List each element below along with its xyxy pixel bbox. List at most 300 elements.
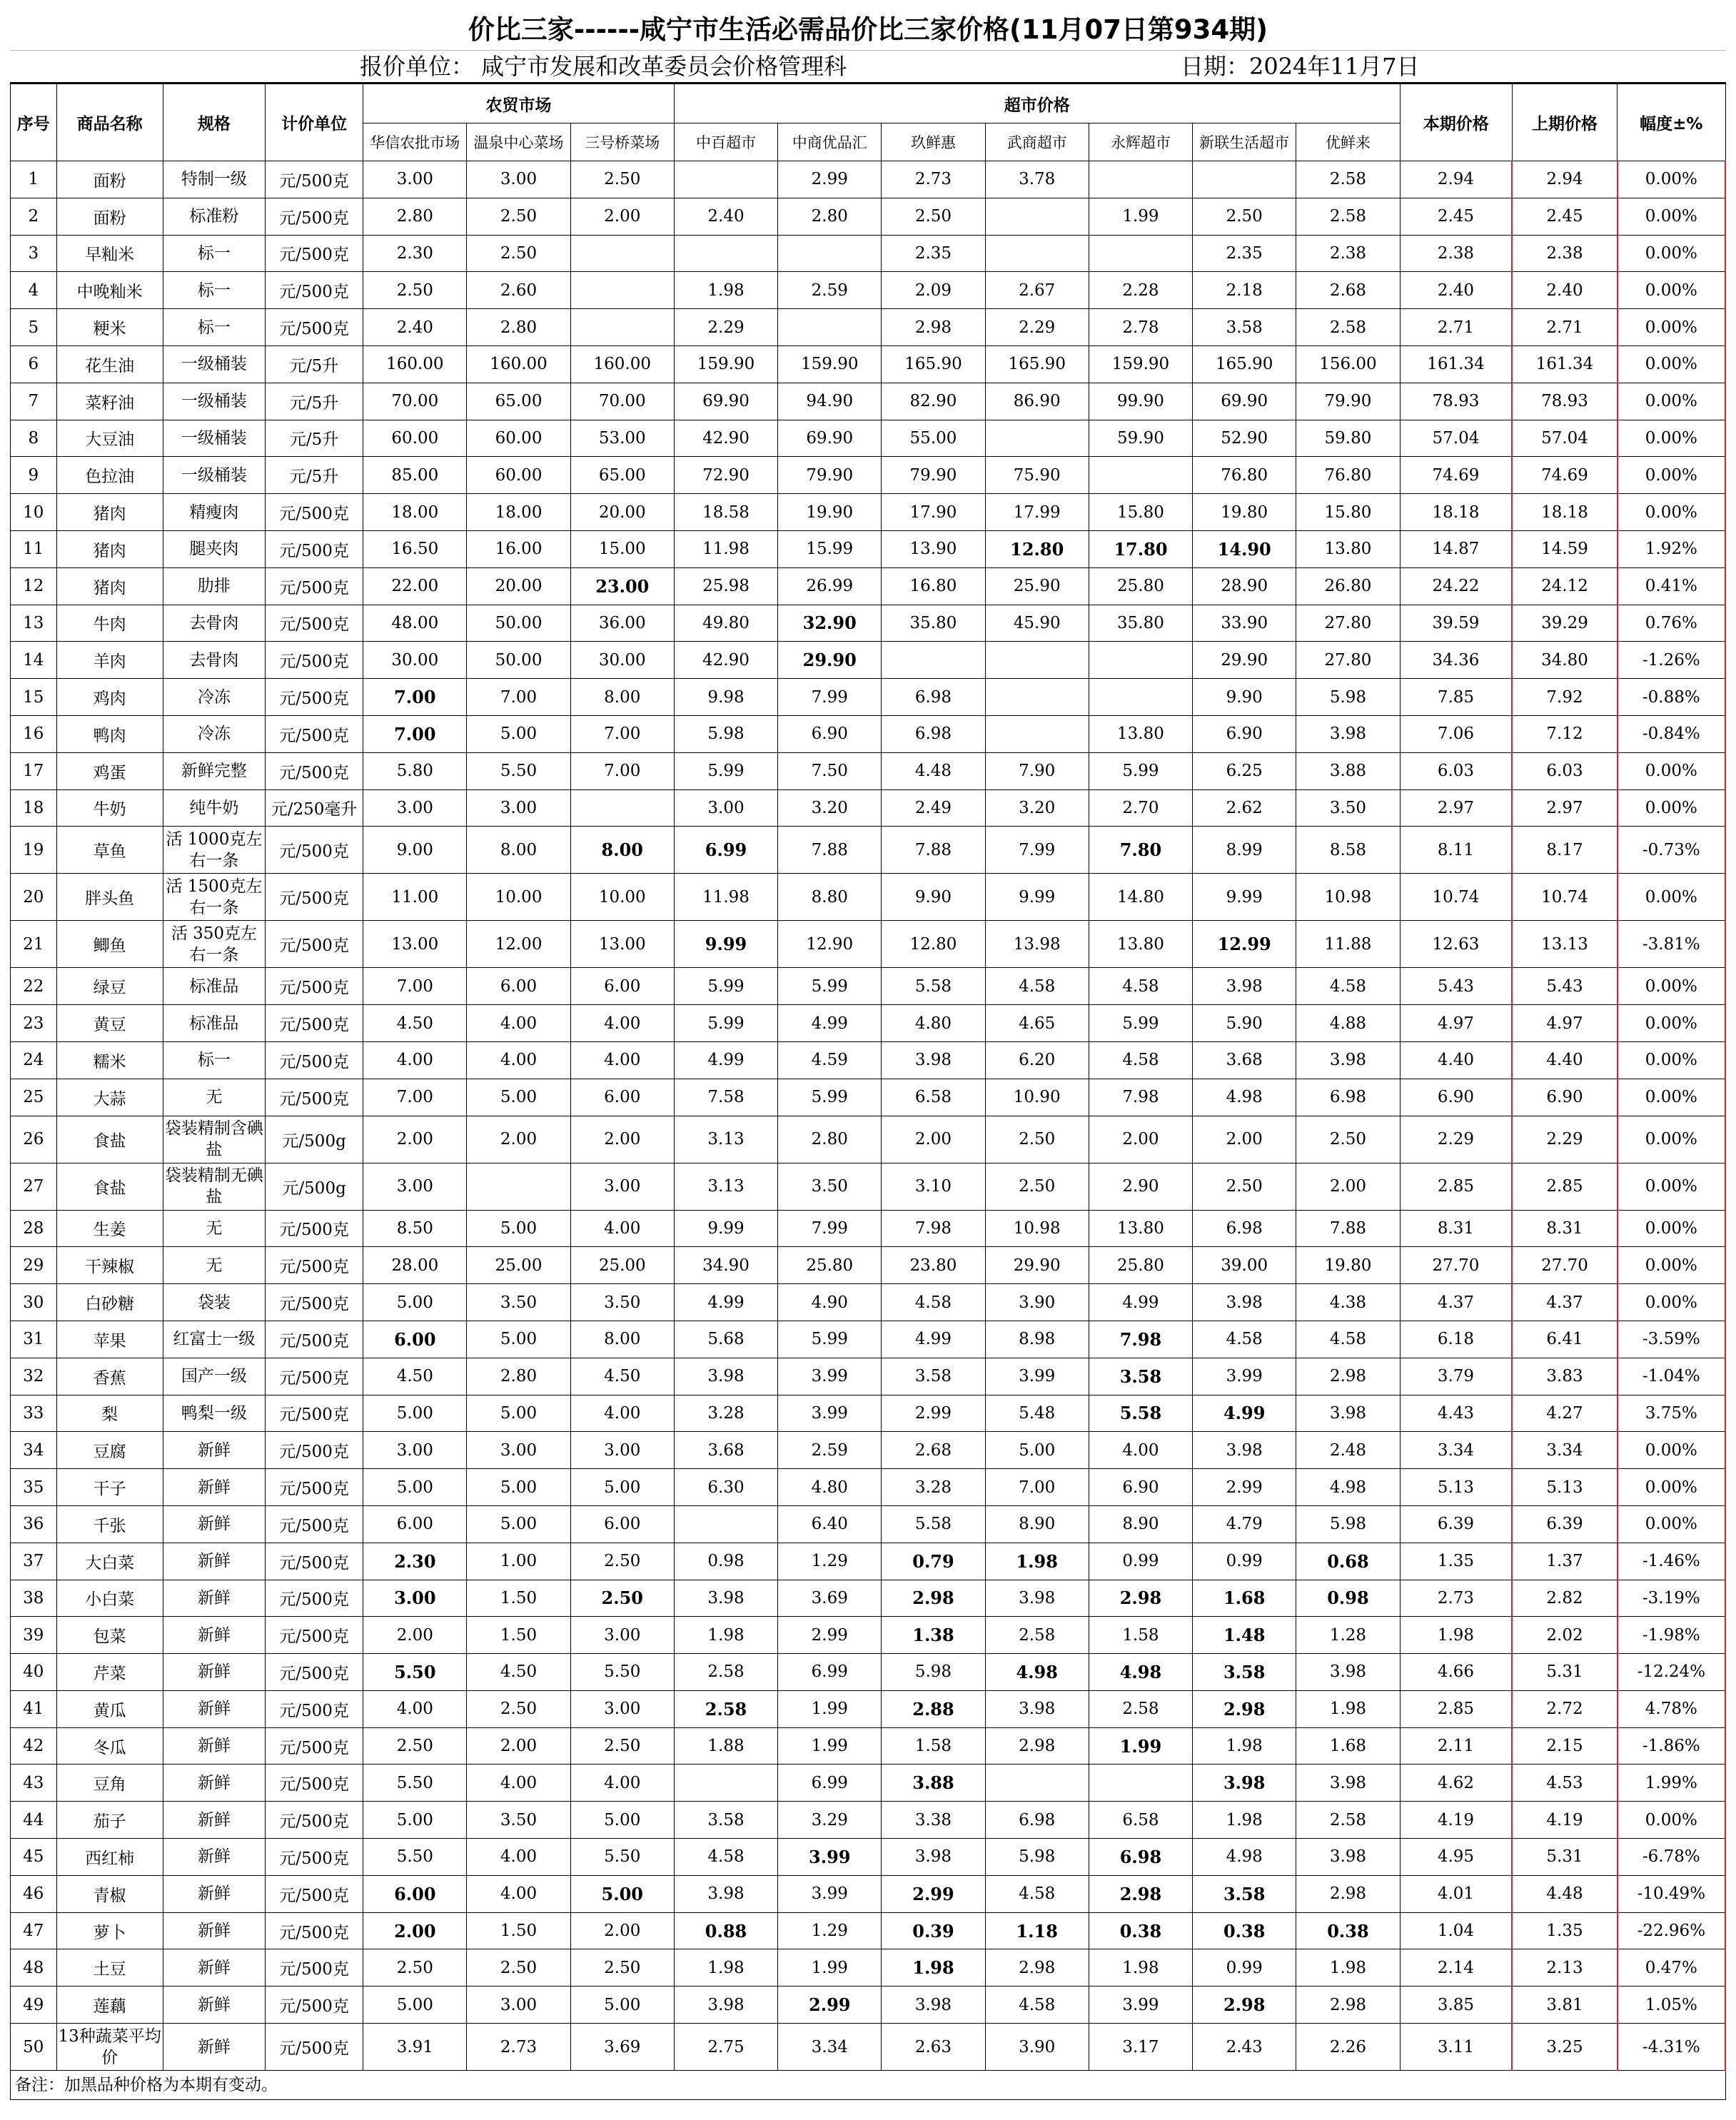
cell-price: 1.18: [985, 1912, 1089, 1949]
cell-price: 13.80: [1089, 715, 1192, 752]
cell-price: 3.68: [674, 1432, 777, 1469]
cell-price: 2.50: [363, 272, 467, 309]
cell-price: 3.00: [467, 789, 570, 827]
cell-previous: 2.72: [1512, 1690, 1617, 1727]
cell-change: 0.41%: [1618, 567, 1725, 605]
cell-change: 1.99%: [1618, 1765, 1725, 1802]
cell-price: 1.38: [882, 1617, 985, 1654]
cell-change: 0.00%: [1618, 1505, 1725, 1543]
cell-price: 1.58: [882, 1727, 985, 1765]
col-super: 玖鲜惠: [882, 123, 985, 161]
cell-price: 17.90: [882, 494, 985, 531]
cell-price: 2.38: [1296, 235, 1400, 272]
cell-price: 6.98: [1089, 1839, 1192, 1876]
cell-price: 4.58: [1193, 1321, 1296, 1358]
cell-name: 大豆油: [56, 420, 163, 457]
cell-price: 10.90: [985, 1079, 1089, 1116]
cell-price: 3.50: [778, 1163, 882, 1210]
cell-price: 36.00: [570, 605, 674, 642]
cell-seq: 48: [11, 1949, 57, 1987]
cell-current: 6.90: [1400, 1079, 1512, 1116]
cell-current: 4.01: [1400, 1875, 1512, 1912]
cell-price: 2.58: [1296, 198, 1400, 235]
cell-previous: 10.74: [1512, 874, 1617, 921]
cell-previous: 4.97: [1512, 1005, 1617, 1042]
cell-price: 2.73: [467, 2024, 570, 2071]
cell-price: [882, 642, 985, 679]
table-row: [11, 827, 1726, 874]
cell-price: 29.90: [985, 1247, 1089, 1284]
cell-price: 2.50: [570, 1727, 674, 1765]
table-row: [11, 1875, 1726, 1912]
cell-previous: 5.43: [1512, 968, 1617, 1005]
cell-price: 1.50: [467, 1580, 570, 1617]
cell-price: 4.98: [1193, 1079, 1296, 1116]
cell-price: 5.48: [985, 1395, 1089, 1432]
cell-price: 7.99: [778, 1210, 882, 1247]
cell-price: 4.59: [778, 1041, 882, 1079]
cell-price: 2.98: [1296, 1358, 1400, 1395]
cell-price: 0.38: [1193, 1912, 1296, 1949]
cell-spec: 冷冻: [163, 679, 265, 716]
cell-spec: 活 350克左右一条: [163, 921, 265, 968]
cell-spec: 袋装精制含碘盐: [163, 1116, 265, 1163]
cell-unit: 元/500克: [266, 827, 363, 874]
cell-previous: 39.29: [1512, 605, 1617, 642]
cell-current: 1.98: [1400, 1617, 1512, 1654]
cell-price: 5.58: [882, 1505, 985, 1543]
cell-spec: 新鲜: [163, 1505, 265, 1543]
cell-price: 2.98: [1193, 1690, 1296, 1727]
cell-price: 3.50: [570, 1284, 674, 1321]
footnote: 备注：加黑品种价格为本期有变动。: [10, 2071, 1726, 2100]
table-row: [11, 1654, 1726, 1691]
cell-price: 1.98: [1296, 1949, 1400, 1987]
cell-price: 25.00: [467, 1247, 570, 1284]
cell-price: 4.58: [985, 968, 1089, 1005]
table-row: [11, 272, 1726, 309]
cell-spec: 标准品: [163, 968, 265, 1005]
cell-price: [778, 235, 882, 272]
cell-spec: 无: [163, 1079, 265, 1116]
cell-price: 2.50: [1193, 198, 1296, 235]
cell-price: 5.00: [467, 1079, 570, 1116]
table-row: [11, 1395, 1726, 1432]
cell-price: 2.63: [882, 2024, 985, 2071]
cell-unit: 元/500克: [266, 715, 363, 752]
cell-price: 5.00: [570, 1469, 674, 1506]
cell-price: 6.90: [1089, 1469, 1192, 1506]
col-unit: 计价单位: [266, 84, 363, 161]
cell-price: 2.00: [1193, 1116, 1296, 1163]
cell-price: 6.99: [778, 1765, 882, 1802]
cell-price: 1.99: [778, 1727, 882, 1765]
cell-unit: 元/500克: [266, 874, 363, 921]
cell-price: 4.00: [467, 1041, 570, 1079]
cell-price: 7.00: [363, 679, 467, 716]
cell-price: 4.58: [985, 1987, 1089, 2024]
cell-price: 5.99: [778, 968, 882, 1005]
cell-price: 86.90: [985, 383, 1089, 420]
cell-price: 10.00: [570, 874, 674, 921]
cell-current: 7.85: [1400, 679, 1512, 716]
cell-price: 2.00: [570, 1912, 674, 1949]
cell-price: 3.50: [1296, 789, 1400, 827]
cell-price: [1089, 642, 1192, 679]
cell-previous: 2.02: [1512, 1617, 1617, 1654]
cell-price: 69.90: [1193, 383, 1296, 420]
cell-change: 0.00%: [1618, 789, 1725, 827]
cell-price: 20.00: [467, 567, 570, 605]
cell-price: 13.80: [1296, 530, 1400, 567]
table-row: [11, 1543, 1726, 1580]
cell-price: 14.80: [1089, 874, 1192, 921]
cell-price: 3.90: [985, 2024, 1089, 2071]
cell-spec: 新鲜: [163, 2024, 265, 2071]
cell-price: 6.90: [1193, 715, 1296, 752]
cell-price: [570, 272, 674, 309]
cell-price: 2.73: [882, 161, 985, 198]
cell-price: 11.88: [1296, 921, 1400, 968]
col-market-group: 农贸市场: [363, 84, 675, 123]
cell-price: 25.80: [778, 1247, 882, 1284]
col-seq: 序号: [11, 84, 57, 161]
cell-spec: 一级桶装: [163, 345, 265, 383]
cell-price: 8.99: [1193, 827, 1296, 874]
cell-price: 16.80: [882, 567, 985, 605]
cell-spec: 精瘦肉: [163, 494, 265, 531]
cell-price: 2.50: [1193, 1163, 1296, 1210]
cell-price: 3.98: [1193, 1432, 1296, 1469]
cell-spec: 一级桶装: [163, 383, 265, 420]
cell-price: 42.90: [674, 642, 777, 679]
cell-price: 4.58: [1296, 968, 1400, 1005]
cell-name: 猪肉: [56, 530, 163, 567]
cell-current: 2.73: [1400, 1580, 1512, 1617]
cell-price: 5.99: [778, 1079, 882, 1116]
cell-price: 3.13: [674, 1116, 777, 1163]
cell-price: 5.58: [1089, 1395, 1192, 1432]
cell-price: [1089, 679, 1192, 716]
cell-price: 2.58: [985, 1617, 1089, 1654]
cell-price: 3.00: [570, 1432, 674, 1469]
cell-price: 17.80: [1089, 530, 1192, 567]
cell-price: 6.98: [1193, 1210, 1296, 1247]
cell-price: 9.99: [674, 1210, 777, 1247]
cell-change: 0.00%: [1618, 420, 1725, 457]
cell-price: 7.99: [985, 827, 1089, 874]
cell-price: 48.00: [363, 605, 467, 642]
cell-unit: 元/500克: [266, 198, 363, 235]
cell-price: 2.48: [1296, 1432, 1400, 1469]
table-row: [11, 235, 1726, 272]
cell-spec: 标一: [163, 235, 265, 272]
cell-price: 0.98: [674, 1543, 777, 1580]
cell-unit: 元/500克: [266, 605, 363, 642]
cell-change: 0.47%: [1618, 1949, 1725, 1987]
cell-price: [1089, 1765, 1192, 1802]
cell-name: 芹菜: [56, 1654, 163, 1691]
cell-spec: 新鲜: [163, 1839, 265, 1876]
table-row: [11, 457, 1726, 494]
cell-price: 25.80: [1089, 567, 1192, 605]
cell-unit: 元/500克: [266, 921, 363, 968]
cell-seq: 17: [11, 752, 57, 789]
cell-spec: 新鲜: [163, 1987, 265, 2024]
cell-price: 3.99: [778, 1395, 882, 1432]
cell-spec: 新鲜: [163, 1875, 265, 1912]
cell-price: 6.99: [674, 827, 777, 874]
cell-seq: 38: [11, 1580, 57, 1617]
cell-unit: 元/500克: [266, 1727, 363, 1765]
cell-price: 45.90: [985, 605, 1089, 642]
cell-price: 5.50: [467, 752, 570, 789]
cell-change: 0.00%: [1618, 1432, 1725, 1469]
cell-current: 74.69: [1400, 457, 1512, 494]
col-market: 三号桥菜场: [570, 123, 674, 161]
cell-price: 3.58: [1193, 1875, 1296, 1912]
cell-seq: 5: [11, 309, 57, 346]
cell-current: 5.13: [1400, 1469, 1512, 1506]
cell-price: 2.00: [467, 1727, 570, 1765]
cell-unit: 元/500克: [266, 1839, 363, 1876]
cell-previous: 8.17: [1512, 827, 1617, 874]
table-row: [11, 1247, 1726, 1284]
cell-price: 5.99: [1089, 752, 1192, 789]
cell-name: 牛肉: [56, 605, 163, 642]
cell-price: 14.90: [1193, 530, 1296, 567]
cell-price: 5.98: [1296, 1505, 1400, 1543]
cell-price: 3.78: [985, 161, 1089, 198]
cell-price: 2.58: [1296, 309, 1400, 346]
cell-price: 69.90: [674, 383, 777, 420]
cell-name: 豆角: [56, 1765, 163, 1802]
cell-price: 4.99: [674, 1284, 777, 1321]
cell-current: 2.38: [1400, 235, 1512, 272]
cell-price: 2.98: [1089, 1875, 1192, 1912]
cell-price: 3.98: [985, 1690, 1089, 1727]
cell-spec: 肋排: [163, 567, 265, 605]
col-super: 中商优品汇: [778, 123, 882, 161]
cell-price: 3.28: [882, 1469, 985, 1506]
cell-previous: 13.13: [1512, 921, 1617, 968]
cell-price: 2.98: [985, 1727, 1089, 1765]
cell-name: 鸡肉: [56, 679, 163, 716]
cell-seq: 47: [11, 1912, 57, 1949]
cell-price: [674, 161, 777, 198]
cell-price: 1.68: [1296, 1727, 1400, 1765]
cell-previous: 3.25: [1512, 2024, 1617, 2071]
report-date: 日期：2024年11月7日: [1181, 53, 1420, 80]
cell-price: 1.58: [1089, 1617, 1192, 1654]
cell-current: 4.97: [1400, 1005, 1512, 1042]
cell-spec: 新鲜: [163, 1802, 265, 1839]
cell-seq: 35: [11, 1469, 57, 1506]
cell-price: 2.98: [1089, 1580, 1192, 1617]
cell-price: 4.00: [570, 1210, 674, 1247]
cell-name: 冬瓜: [56, 1727, 163, 1765]
cell-current: 12.63: [1400, 921, 1512, 968]
cell-change: -1.26%: [1618, 642, 1725, 679]
cell-price: 12.00: [467, 921, 570, 968]
cell-price: 5.00: [985, 1432, 1089, 1469]
cell-price: 70.00: [570, 383, 674, 420]
cell-change: 0.00%: [1618, 272, 1725, 309]
cell-previous: 4.37: [1512, 1284, 1617, 1321]
cell-name: 千张: [56, 1505, 163, 1543]
cell-price: 160.00: [363, 345, 467, 383]
cell-current: 57.04: [1400, 420, 1512, 457]
cell-previous: 18.18: [1512, 494, 1617, 531]
table-row: [11, 789, 1726, 827]
cell-current: 7.06: [1400, 715, 1512, 752]
cell-name: 胖头鱼: [56, 874, 163, 921]
cell-price: 7.99: [778, 679, 882, 716]
cell-price: 3.58: [1193, 309, 1296, 346]
cell-price: 2.68: [1296, 272, 1400, 309]
cell-unit: 元/500克: [266, 1358, 363, 1395]
cell-price: 3.58: [674, 1802, 777, 1839]
cell-price: 2.50: [467, 198, 570, 235]
cell-seq: 42: [11, 1727, 57, 1765]
cell-change: -3.81%: [1618, 921, 1725, 968]
cell-previous: 4.27: [1512, 1395, 1617, 1432]
cell-price: 1.98: [882, 1949, 985, 1987]
cell-spec: 鸭梨一级: [163, 1395, 265, 1432]
cell-price: 1.29: [778, 1912, 882, 1949]
cell-price: 6.25: [1193, 752, 1296, 789]
cell-previous: 3.34: [1512, 1432, 1617, 1469]
table-row: [11, 1949, 1726, 1987]
cell-price: 3.68: [1193, 1041, 1296, 1079]
cell-price: 2.88: [882, 1690, 985, 1727]
cell-price: 10.98: [985, 1210, 1089, 1247]
cell-previous: 74.69: [1512, 457, 1617, 494]
cell-current: 2.97: [1400, 789, 1512, 827]
cell-seq: 41: [11, 1690, 57, 1727]
cell-previous: 7.12: [1512, 715, 1617, 752]
cell-price: 11.00: [363, 874, 467, 921]
cell-price: 1.29: [778, 1543, 882, 1580]
cell-price: 12.80: [882, 921, 985, 968]
cell-price: 7.98: [1089, 1079, 1192, 1116]
cell-current: 6.18: [1400, 1321, 1512, 1358]
col-market: 温泉中心菜场: [467, 123, 570, 161]
cell-name: 青椒: [56, 1875, 163, 1912]
cell-price: 4.58: [1089, 968, 1192, 1005]
cell-spec: 新鲜: [163, 1690, 265, 1727]
cell-previous: 2.71: [1512, 309, 1617, 346]
cell-unit: 元/500克: [266, 1247, 363, 1284]
cell-price: 6.00: [363, 1875, 467, 1912]
cell-price: 2.67: [985, 272, 1089, 309]
cell-price: 3.98: [1296, 1041, 1400, 1079]
cell-price: 2.78: [1089, 309, 1192, 346]
cell-price: 2.58: [1296, 161, 1400, 198]
cell-price: 9.00: [363, 827, 467, 874]
cell-price: 6.00: [467, 968, 570, 1005]
cell-price: 6.98: [985, 1802, 1089, 1839]
cell-price: 156.00: [1296, 345, 1400, 383]
cell-price: 6.00: [570, 1505, 674, 1543]
cell-unit: 元/500克: [266, 530, 363, 567]
cell-price: 32.90: [778, 605, 882, 642]
cell-unit: 元/500克: [266, 1802, 363, 1839]
cell-price: 3.13: [674, 1163, 777, 1210]
cell-previous: 5.13: [1512, 1469, 1617, 1506]
cell-price: 0.38: [1296, 1912, 1400, 1949]
cell-seq: 15: [11, 679, 57, 716]
table-row: [11, 2024, 1726, 2071]
col-spec: 规格: [163, 84, 265, 161]
cell-price: 1.48: [1193, 1617, 1296, 1654]
cell-seq: 33: [11, 1395, 57, 1432]
cell-unit: 元/5升: [266, 420, 363, 457]
cell-price: 35.80: [882, 605, 985, 642]
cell-spec: 新鲜: [163, 1543, 265, 1580]
cell-price: 55.00: [882, 420, 985, 457]
cell-seq: 9: [11, 457, 57, 494]
cell-previous: 4.19: [1512, 1802, 1617, 1839]
cell-unit: 元/500克: [266, 309, 363, 346]
cell-name: 干子: [56, 1469, 163, 1506]
cell-unit: 元/250毫升: [266, 789, 363, 827]
cell-price: 50.00: [467, 605, 570, 642]
cell-change: -0.88%: [1618, 679, 1725, 716]
cell-previous: 34.80: [1512, 642, 1617, 679]
cell-price: 3.00: [570, 1690, 674, 1727]
cell-price: 3.38: [882, 1802, 985, 1839]
cell-price: 3.00: [467, 1432, 570, 1469]
cell-price: 25.80: [1089, 1247, 1192, 1284]
cell-current: 18.18: [1400, 494, 1512, 531]
cell-name: 大蒜: [56, 1079, 163, 1116]
cell-unit: 元/500克: [266, 1079, 363, 1116]
cell-current: 4.62: [1400, 1765, 1512, 1802]
cell-spec: 去骨肉: [163, 605, 265, 642]
cell-change: -1.46%: [1618, 1543, 1725, 1580]
cell-price: 59.90: [1089, 420, 1192, 457]
cell-price: 23.80: [882, 1247, 985, 1284]
cell-previous: 6.90: [1512, 1079, 1617, 1116]
cell-price: 2.00: [1089, 1116, 1192, 1163]
cell-price: 4.00: [467, 1839, 570, 1876]
cell-previous: 14.59: [1512, 530, 1617, 567]
cell-unit: 元/5升: [266, 345, 363, 383]
cell-price: 0.68: [1296, 1543, 1400, 1580]
cell-price: 7.00: [363, 968, 467, 1005]
cell-seq: 10: [11, 494, 57, 531]
cell-price: 2.29: [674, 309, 777, 346]
cell-price: 0.99: [1193, 1543, 1296, 1580]
table-row: [11, 1432, 1726, 1469]
cell-current: 4.43: [1400, 1395, 1512, 1432]
cell-seq: 43: [11, 1765, 57, 1802]
cell-price: 0.39: [882, 1912, 985, 1949]
cell-price: 4.00: [467, 1765, 570, 1802]
cell-name: 早籼米: [56, 235, 163, 272]
cell-spec: 新鲜: [163, 1727, 265, 1765]
cell-price: 6.90: [778, 715, 882, 752]
cell-change: 0.00%: [1618, 1041, 1725, 1079]
cell-price: 8.90: [985, 1505, 1089, 1543]
cell-spec: 新鲜: [163, 1654, 265, 1691]
cell-price: 16.00: [467, 530, 570, 567]
cell-price: 7.00: [467, 679, 570, 716]
cell-price: 2.98: [882, 309, 985, 346]
cell-seq: 18: [11, 789, 57, 827]
table-row: [11, 1987, 1726, 2024]
